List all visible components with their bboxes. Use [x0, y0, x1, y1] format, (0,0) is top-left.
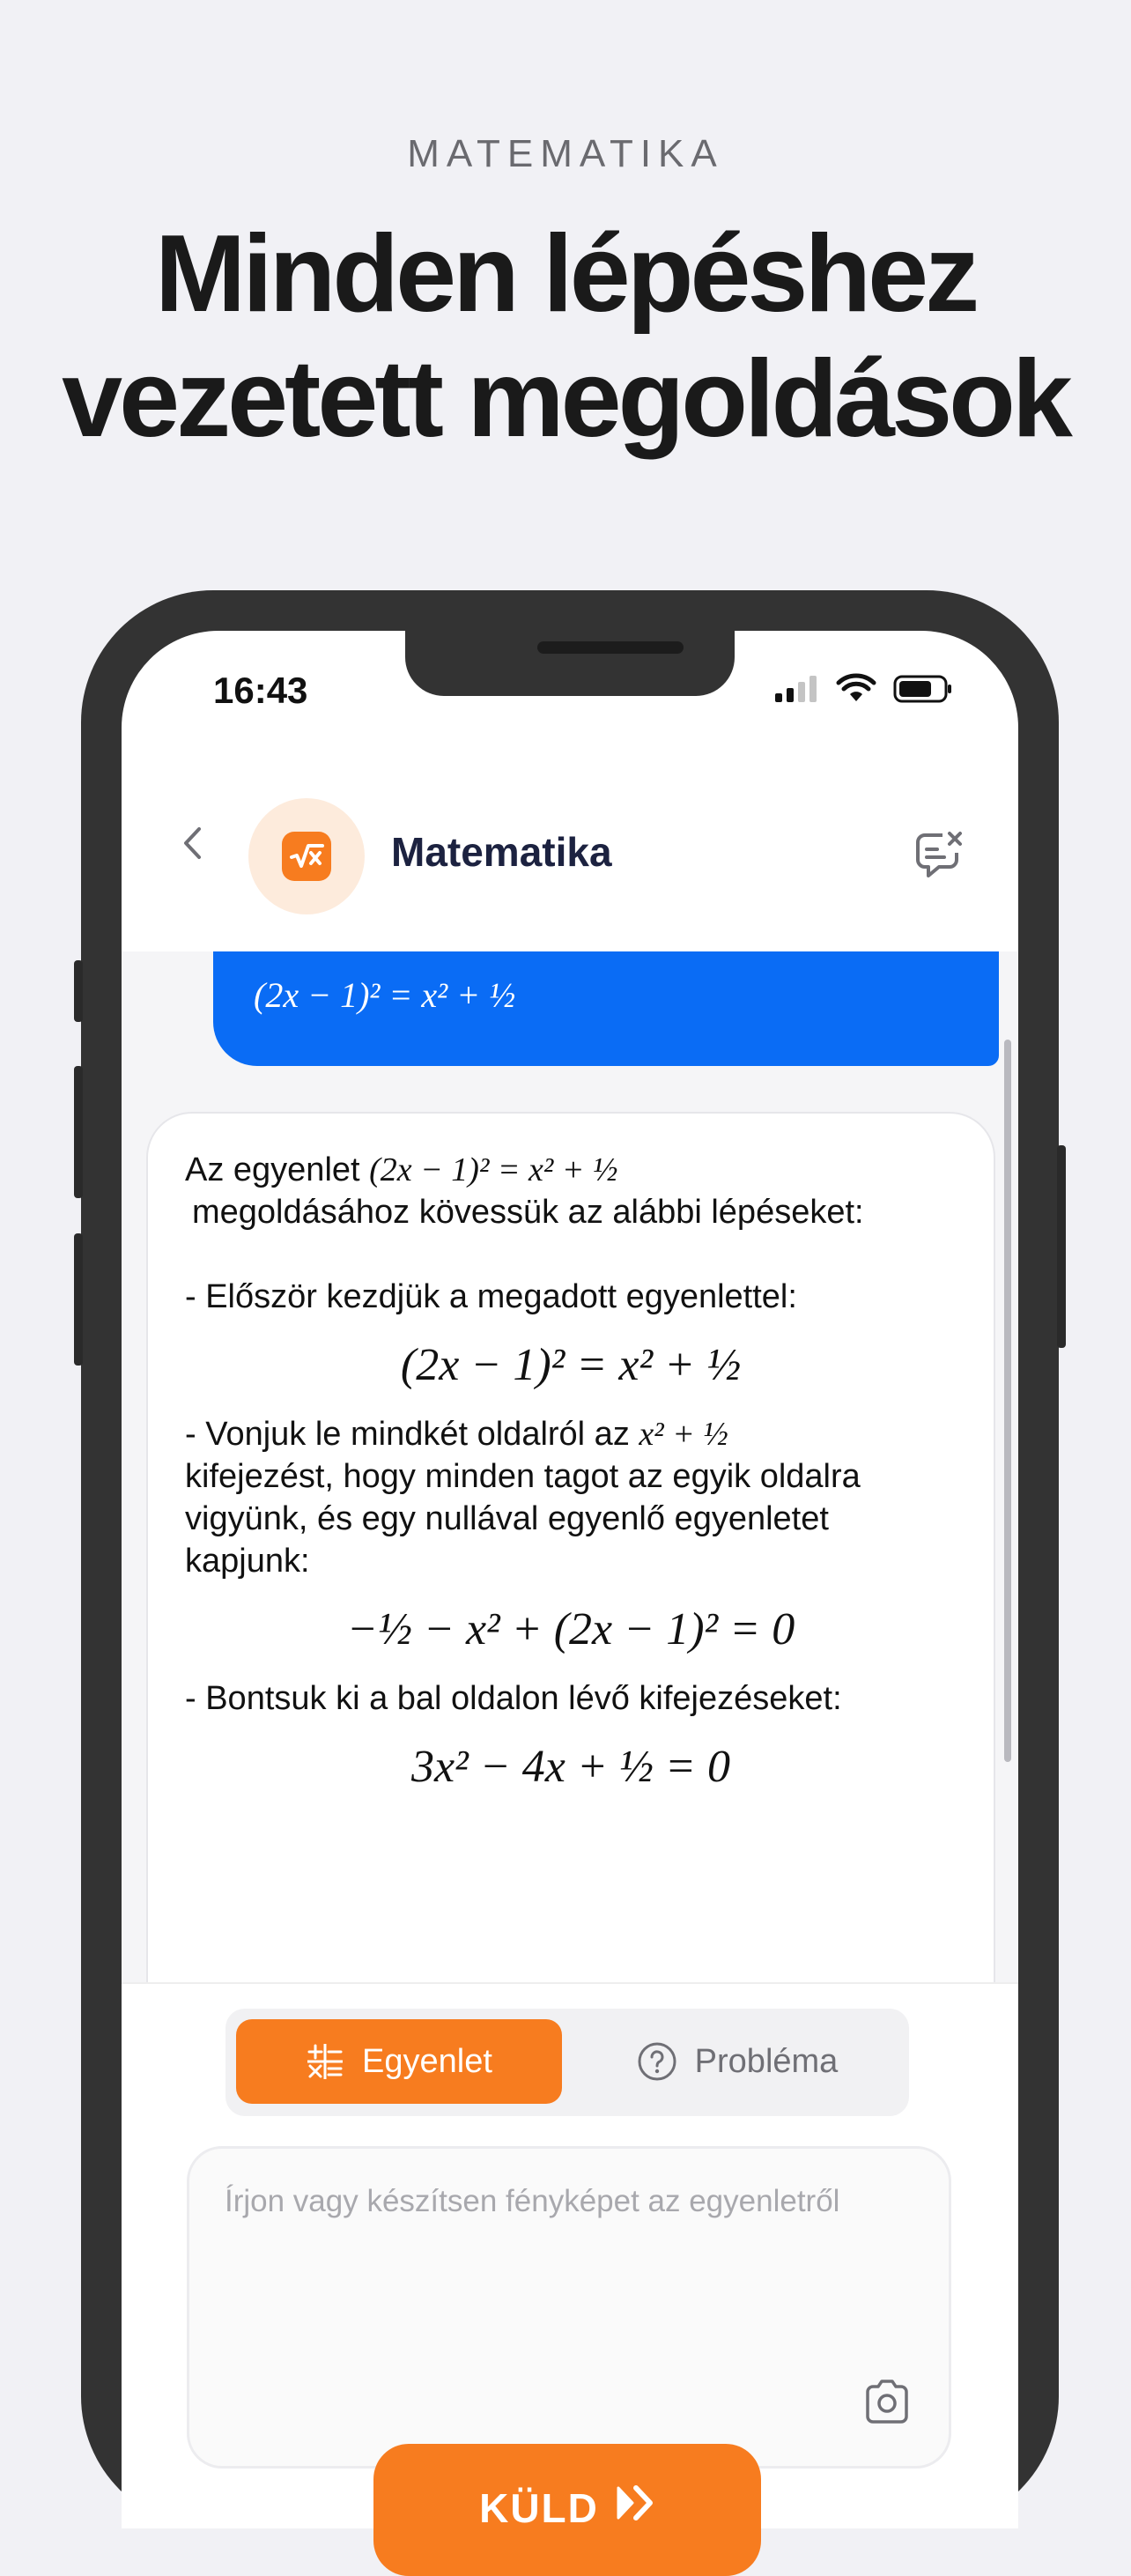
promo-kicker: MATEMATIKA	[407, 132, 724, 175]
phone-screen	[122, 631, 1018, 2531]
signal-icon	[775, 676, 819, 702]
step-2-prefix: - Vonjuk le mindkét oldalról az	[185, 1416, 630, 1453]
avatar	[248, 798, 365, 914]
step-2-math: x² + ½	[639, 1416, 728, 1453]
composer	[122, 1982, 1018, 2531]
step-3-math: 3x² − 4x + ½ = 0	[410, 1742, 731, 1792]
status-time: 16:43	[213, 670, 308, 711]
send-button[interactable]	[373, 2444, 761, 2576]
question-circle-icon	[637, 2041, 677, 2082]
phone-frame	[81, 590, 1059, 2531]
back-button[interactable]	[174, 821, 210, 865]
calculator-icon	[306, 2042, 344, 2081]
message-input-box	[187, 2146, 951, 2469]
volume-up-button	[74, 1066, 83, 1198]
camera-button[interactable]	[861, 2376, 913, 2429]
volume-down-button	[74, 1233, 83, 1366]
double-chevron-right-icon	[615, 2484, 655, 2521]
clear-chat-button[interactable]	[913, 828, 965, 881]
app-header	[122, 763, 1018, 922]
mode-problem-label: Probléma	[694, 2042, 839, 2080]
chat-scrollbar[interactable]	[1004, 1040, 1011, 1762]
battery-icon	[893, 675, 953, 703]
promo-headline	[0, 211, 1131, 462]
step-2-result: −½ − x² + (2x − 1)² = 0	[346, 1604, 795, 1654]
chat-area	[122, 951, 1018, 1982]
power-button	[1057, 1145, 1066, 1348]
page-title: Matematika	[391, 829, 612, 875]
intro-suffix: megoldásához kövessük az alábbi lépéseket:	[192, 1194, 864, 1231]
mode-equation-label: Egyenlet	[362, 2042, 492, 2080]
user-message-bubble: (2x − 1)² = x² + ½	[213, 951, 999, 1066]
sqrt-x-icon	[282, 832, 331, 881]
wifi-icon	[837, 675, 876, 703]
headline-line-1: Minden lépéshez	[154, 213, 977, 335]
mode-toggle	[225, 2009, 909, 2116]
intro-math: (2x − 1)² = x² + ½	[369, 1151, 618, 1188]
intro-prefix: Az egyenlet	[185, 1151, 360, 1188]
send-label: KÜLD	[479, 2485, 599, 2531]
chat-clear-icon	[913, 828, 965, 881]
bot-message-bubble	[146, 1112, 995, 2081]
message-input[interactable]	[225, 2184, 912, 2360]
camera-icon	[861, 2376, 913, 2429]
step-1-math: (2x − 1)² = x² + ½	[400, 1340, 742, 1390]
step-2-suffix: kifejezést, hogy minden tagot az egyik oldalra vigyünk, és egy nullával egyenlő egyenletet kapjunk:	[185, 1458, 861, 1580]
headline-line-2: vezetett megoldások	[62, 338, 1069, 460]
mode-problem-button[interactable]	[574, 2019, 900, 2104]
mode-equation-button[interactable]	[236, 2019, 562, 2104]
mute-switch	[74, 960, 83, 1022]
step-3-text: - Bontsuk ki a bal oldalon lévő kifejezéseket:	[185, 1680, 842, 1717]
step-1-text: - Először kezdjük a megadott egyenlettel:	[185, 1278, 797, 1315]
chevron-left-icon	[181, 825, 203, 861]
speaker-grille	[537, 641, 684, 654]
